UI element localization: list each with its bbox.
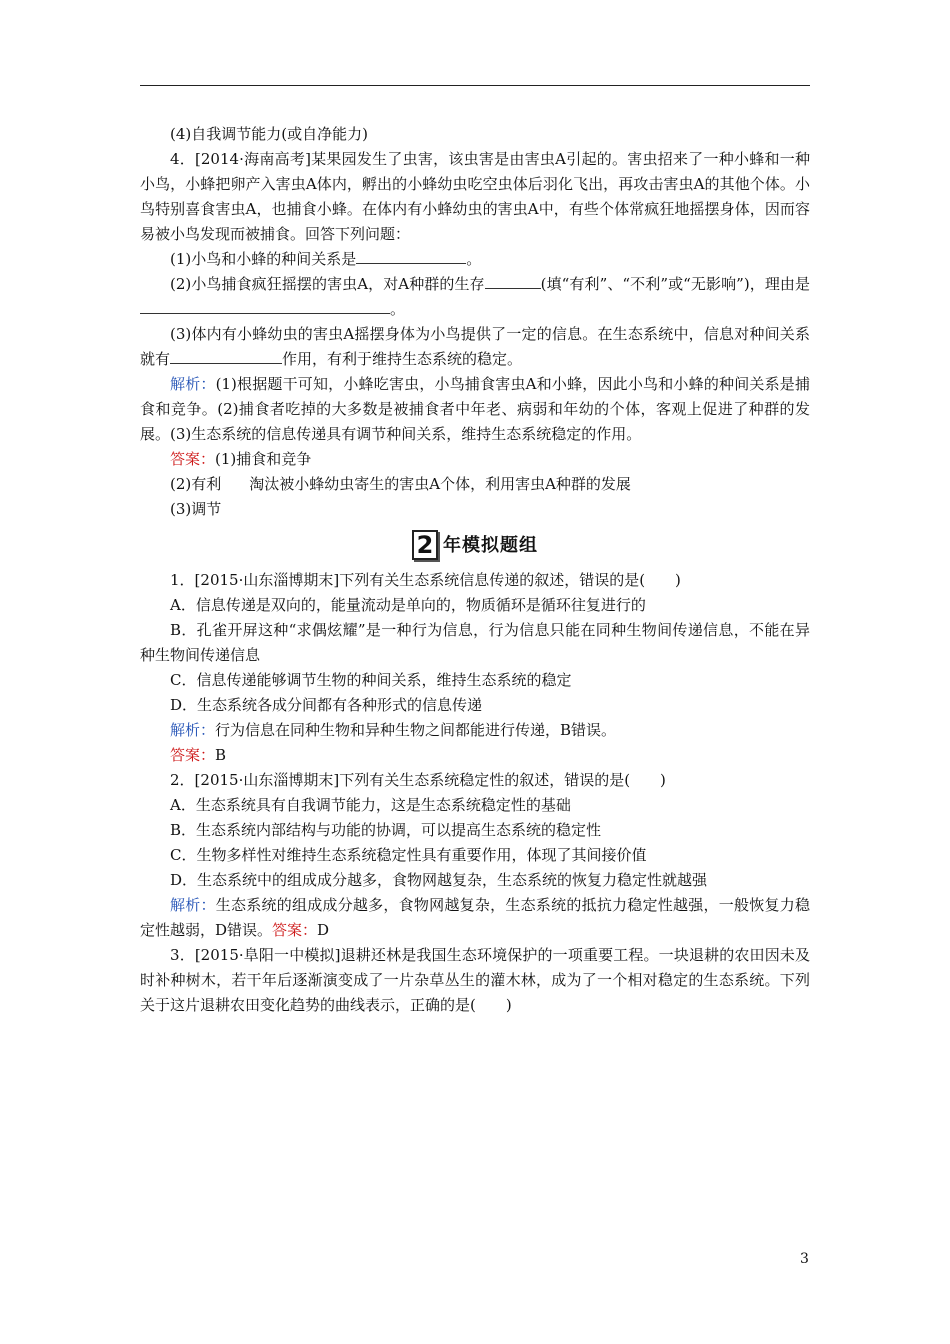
question-1-option-c: C．信息传递能够调节生物的种间关系，维持生态系统的稳定 (170, 671, 572, 689)
section-title: 年模拟题组 (443, 534, 538, 556)
analysis-text: (1)根据题干可知，小蜂吃害虫，小鸟捕食害虫A和小蜂，因此小鸟和小蜂的种间关系是捕食和竞争。(2)捕食者吃掉的大多数是被捕食者中年老、病弱和年幼的个体，客观上促进了种群的发展。(3)生态系统的信息传递具有调节种间关系，维持生态系统稳定的作用。 (140, 375, 810, 443)
answer-text: 淘汰被小蜂幼虫寄生的害虫A个体，利用害虫A种群的发展 (249, 475, 631, 493)
question-4-sub3 (140, 322, 810, 372)
sub2-text: (2)小鸟捕食疯狂摇摆的害虫A，对A种群的生存 (170, 275, 485, 293)
question-1-analysis (140, 718, 810, 743)
question-4-answer-3: (3)调节 (170, 500, 222, 518)
header-rule (140, 85, 810, 86)
question-4-analysis (140, 372, 810, 447)
answer-text: (2)有利 (170, 475, 222, 493)
question-1-option-a: A．信息传递是双向的，能量流动是单向的，物质循环是循环往复进行的 (170, 596, 646, 614)
question-2-stem: 2．[2015·山东淄博期末]下列有关生态系统稳定性的叙述，错误的是( ) (170, 771, 666, 789)
analysis-label: 解析： (170, 721, 216, 739)
answer-label: 答案： (272, 921, 318, 939)
answer-label: 答案： (170, 450, 216, 468)
answer-blank (140, 297, 390, 314)
section-heading (140, 530, 810, 560)
answer-label: 答案： (170, 746, 216, 764)
sub1-text: (1)小鸟和小蜂的种间关系是 (170, 250, 357, 268)
analysis-text: 生态系统的组成成分越多，食物网越复杂，生态系统的抵抗力稳定性越强，一般恢复力稳定性越弱，D错误。 (140, 896, 810, 939)
question-2-analysis (140, 893, 810, 943)
answer-blank (356, 247, 466, 264)
sub3-text: (3)体内有小蜂幼虫的害虫A摇摆身体为小鸟提供了一定的信息。在生态系统中，信息对种间关系就有 (140, 325, 810, 368)
question-1-answer (140, 743, 810, 768)
sub2-mid: (填“有利”、“不利”或“无影响”)，理由是 (540, 275, 810, 293)
question-1-stem: 1．[2015·山东淄博期末]下列有关生态系统信息传递的叙述，错误的是( ) (170, 571, 681, 589)
answer-text: D (317, 921, 330, 939)
sub3-end: 作用，有利于维持生态系统的稳定。 (282, 350, 523, 368)
question-4-answer (140, 447, 810, 472)
question-1-option-d: D．生态系统各成分间都有各种形式的信息传递 (170, 696, 483, 714)
answer-blank (170, 347, 282, 364)
answer-blank (485, 272, 541, 289)
page-number: 3 (800, 1251, 809, 1267)
question-2-option-d: D．生态系统中的组成成分越多，食物网越复杂，生态系统的恢复力稳定性就越强 (170, 871, 708, 889)
sub1-end: 。 (466, 250, 482, 268)
question-4-answer-2 (140, 472, 810, 497)
answer-text: B (215, 746, 227, 764)
question-2-option-a: A．生态系统具有自我调节能力，这是生态系统稳定性的基础 (170, 796, 571, 814)
question-1-option-b: B．孔雀开屏这种“求偶炫耀”是一种行为信息，行为信息只能在同种生物间传递信息，不能在异种生物间传递信息 (140, 621, 810, 664)
document-body (140, 122, 810, 1018)
sub2-end: 。 (390, 300, 406, 318)
question-2-option-b: B．生态系统内部结构与功能的协调，可以提高生态系统的稳定性 (170, 821, 602, 839)
question-4-sub2 (140, 272, 810, 322)
answer-item-4: (4)自我调节能力(或自净能力) (170, 125, 368, 143)
question-4-sub1 (140, 247, 810, 272)
section-number: 2 (412, 530, 438, 560)
analysis-label: 解析： (170, 896, 216, 914)
answer-text: (1)捕食和竞争 (215, 450, 312, 468)
question-3-stem: 3．[2015·阜阳一中模拟]退耕还林是我国生态环境保护的一项重要工程。一块退耕的农田因未及时补种树木，若干年后逐渐演变成了一片杂草丛生的灌木林，成为了一个相对稳定的生态系统。下列关于这片退耕农田变化趋势的曲线表示，正确的是( ) (140, 946, 810, 1014)
question-2-option-c: C．生物多样性对维持生态系统稳定性具有重要作用，体现了其间接价值 (170, 846, 647, 864)
analysis-text: 行为信息在同种生物和异种生物之间都能进行传递，B错误。 (215, 721, 617, 739)
analysis-label: 解析： (170, 375, 216, 393)
question-4-stem: 4．[2014·海南高考]某果园发生了虫害，该虫害是由害虫A引起的。害虫招来了一种小蜂和一种小鸟，小蜂把卵产入害虫A体内，孵出的小蜂幼虫吃空虫体后羽化飞出，再攻击害虫A的其他个体。小鸟特别喜食害虫A，也捕食小蜂。在体内有小蜂幼虫的害虫A中，有些个体常疯狂地摇摆身体，因而容易被小鸟发现而被捕食。回答下列问题： (140, 150, 810, 243)
